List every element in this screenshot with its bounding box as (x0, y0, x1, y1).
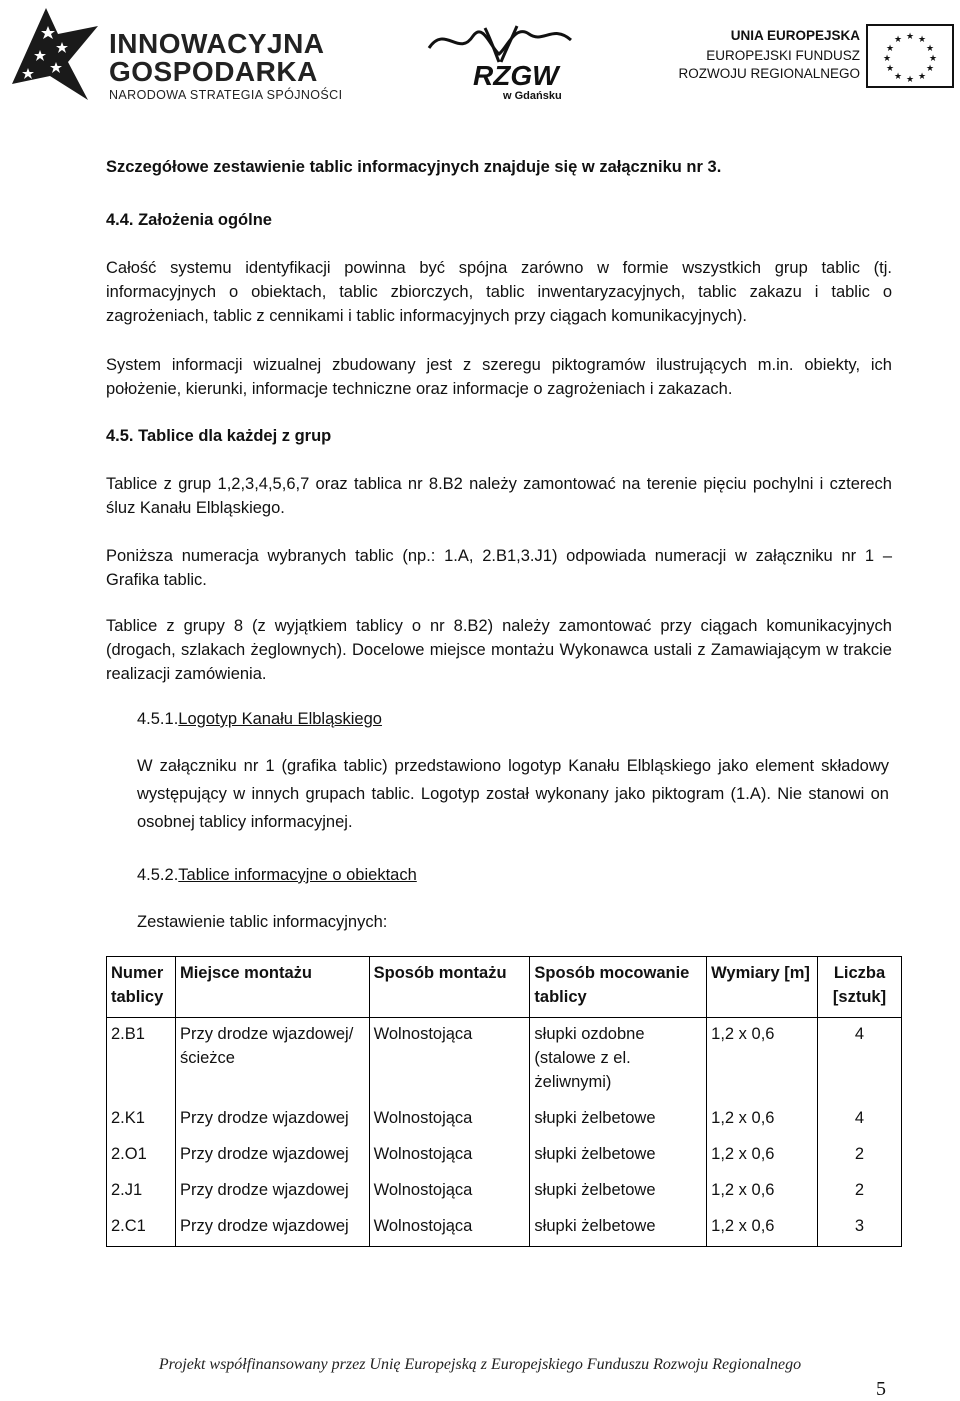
eu-erdf-logo (668, 24, 958, 96)
header-quantity: Liczba [sztuk] (818, 957, 902, 1018)
cell-fixing-method: słupki żelbetowe (530, 1174, 707, 1210)
table-row (107, 1138, 902, 1174)
svg-text:★: ★ (885, 44, 895, 54)
svg-text:★: ★ (925, 64, 935, 74)
eu-logo-line3: ROZWOJU REGIONALNEGO (678, 66, 860, 81)
svg-text:★: ★ (925, 44, 935, 54)
svg-text:★: ★ (917, 72, 927, 82)
cell-dimensions: 1,2 x 0,6 (707, 1102, 818, 1138)
footer-cofinancing-note: Projekt współfinansowany przez Unię Europejską z Europejskiego Funduszu Rozwoju Regionalnego (158, 1356, 802, 1373)
ig-logo-subtitle: NARODOWA STRATEGIA SPÓJNOŚCI (109, 88, 343, 102)
eu-logo-line2: EUROPEJSKI FUNDUSZ (706, 48, 860, 63)
section-4-5-1-heading (137, 707, 382, 731)
cell-mounting-place: Przy drodze wjazdowej (175, 1138, 369, 1174)
section-4-5-2-title: Tablice informacyjne o obiektach (178, 866, 417, 884)
cell-mounting-method: Wolnostojąca (369, 1102, 530, 1138)
section-4-5-paragraph-3: Tablice z grupy 8 (z wyjątkiem tablicy o nr 8.B2) należy zamontować przy ciągach komunikacyjnych (drogach, szlakach żeglownych). Docelowe miejsce montażu Wykonawca ustali z Zamawiającym w trakcie realizacji zamówienia. (106, 617, 892, 683)
ig-logo-line1: INNOWACYJNA (109, 28, 325, 59)
svg-text:★: ★ (893, 72, 903, 82)
section-4-5-paragraph-2: Poniższa numeracja wybranych tablic (np.: 1.A, 2.B1,3.J1) odpowiada numeracji w załączniku nr 1 – Grafika tablic. (106, 547, 892, 589)
svg-text:★: ★ (928, 54, 938, 64)
rzgw-logo-name: RZGW (473, 60, 559, 91)
header-mounting-method: Sposób montażu (369, 957, 530, 1018)
innowacyjna-gospodarka-logo (6, 4, 346, 104)
cell-mounting-method: Wolnostojąca (369, 1210, 530, 1247)
section-4-5-1-title: Logotyp Kanału Elbląskiego (178, 710, 382, 728)
cell-board-number: 2.B1 (107, 1018, 176, 1103)
eu-flag-icon (866, 24, 954, 88)
ig-star-emblem-icon (6, 4, 106, 104)
section-4-5-2-heading (137, 863, 417, 887)
cell-dimensions: 1,2 x 0,6 (707, 1018, 818, 1103)
section-4-4-heading: 4.4. Założenia ogólne (106, 211, 272, 229)
table-row (107, 1102, 902, 1138)
info-boards-table (106, 956, 902, 1247)
cell-quantity: 2 (818, 1138, 902, 1174)
cell-board-number: 2.O1 (107, 1138, 176, 1174)
svg-text:★: ★ (917, 35, 927, 45)
cell-fixing-method: słupki żelbetowe (530, 1102, 707, 1138)
section-4-5-heading: 4.5. Tablice dla każdej z grup (106, 427, 332, 445)
cell-mounting-method: Wolnostojąca (369, 1018, 530, 1103)
svg-text:★: ★ (885, 64, 895, 74)
section-4-4-paragraph-1: Całość systemu identyfikacji powinna być spójna zarówno w formie wszystkich grup tablic (tj. informacyjnych o obiektach, tablic zbiorczych, tablic inwentaryzacyjnych, tablic zakazu i tablic o zagrożeniach, tablic z cennikami i tablic informacyjnych przy ciągach komunikacyjnych). (106, 259, 892, 325)
table-header-row (107, 957, 902, 1018)
header-fixing-method: Sposób mocowanie tablicy (530, 957, 707, 1018)
cell-dimensions: 1,2 x 0,6 (707, 1210, 818, 1247)
cell-board-number: 2.J1 (107, 1174, 176, 1210)
svg-text:★: ★ (905, 32, 915, 42)
cell-board-number: 2.K1 (107, 1102, 176, 1138)
intro-text: Szczegółowe zestawienie tablic informacyjnych znajduje się w załączniku nr 3. (106, 158, 722, 176)
svg-text:★: ★ (893, 35, 903, 45)
section-4-5-1-number: 4.5.1. (137, 710, 179, 728)
table-row (107, 1018, 902, 1103)
cell-mounting-place: Przy drodze wjazdowej (175, 1102, 369, 1138)
section-4-4-paragraph-2: System informacji wizualnej zbudowany jest z szeregu piktogramów ilustrujących m.in. obiekty, ich położenie, kierunki, informacje techniczne oraz informacje o zagrożeniach i zakazach. (106, 356, 892, 398)
rzgw-logo-city: w Gdańsku (503, 90, 562, 102)
page-number: 5 (876, 1378, 886, 1400)
cell-mounting-method: Wolnostojąca (369, 1138, 530, 1174)
cell-mounting-method: Wolnostojąca (369, 1174, 530, 1210)
section-4-5-paragraph-1: Tablice z grup 1,2,3,4,5,6,7 oraz tablica nr 8.B2 należy zamontować na terenie pięciu pochylni i czterech śluz Kanału Elbląskiego. (106, 475, 892, 517)
cell-board-number: 2.C1 (107, 1210, 176, 1247)
cell-quantity: 4 (818, 1102, 902, 1138)
rzgw-wave-emblem-icon (425, 18, 575, 66)
cell-quantity: 4 (818, 1018, 902, 1103)
cell-fixing-method: słupki żelbetowe (530, 1210, 707, 1247)
table-row (107, 1210, 902, 1247)
header-board-number: Numer tablicy (107, 957, 176, 1018)
cell-quantity: 2 (818, 1174, 902, 1210)
cell-fixing-method: słupki ozdobne (stalowe z el. żeliwnymi) (530, 1018, 707, 1103)
cell-mounting-place: Przy drodze wjazdowej/ ścieżce (175, 1018, 369, 1103)
table-caption: Zestawienie tablic informacyjnych: (137, 913, 388, 931)
ig-logo-line2: GOSPODARKA (109, 56, 318, 87)
section-4-5-2-number: 4.5.2. (137, 866, 179, 884)
eu-logo-line1: UNIA EUROPEJSKA (730, 28, 860, 43)
rzgw-logo (425, 18, 575, 102)
svg-text:★: ★ (882, 54, 892, 64)
cell-fixing-method: słupki żelbetowe (530, 1138, 707, 1174)
cell-dimensions: 1,2 x 0,6 (707, 1138, 818, 1174)
cell-dimensions: 1,2 x 0,6 (707, 1174, 818, 1210)
svg-text:★: ★ (905, 75, 915, 85)
cell-quantity: 3 (818, 1210, 902, 1247)
section-4-5-1-paragraph: W załączniku nr 1 (grafika tablic) przedstawiono logotyp Kanału Elbląskiego jako element składowy występujący w innych grupach tablic. Logotyp został wykonany jako piktogram (1.A). Nie stanowi on osobnej tablicy informacyjnej. (137, 757, 889, 831)
header-dimensions: Wymiary [m] (707, 957, 818, 1018)
table-row (107, 1174, 902, 1210)
cell-mounting-place: Przy drodze wjazdowej (175, 1210, 369, 1247)
header-mounting-place: Miejsce montażu (175, 957, 369, 1018)
cell-mounting-place: Przy drodze wjazdowej (175, 1174, 369, 1210)
